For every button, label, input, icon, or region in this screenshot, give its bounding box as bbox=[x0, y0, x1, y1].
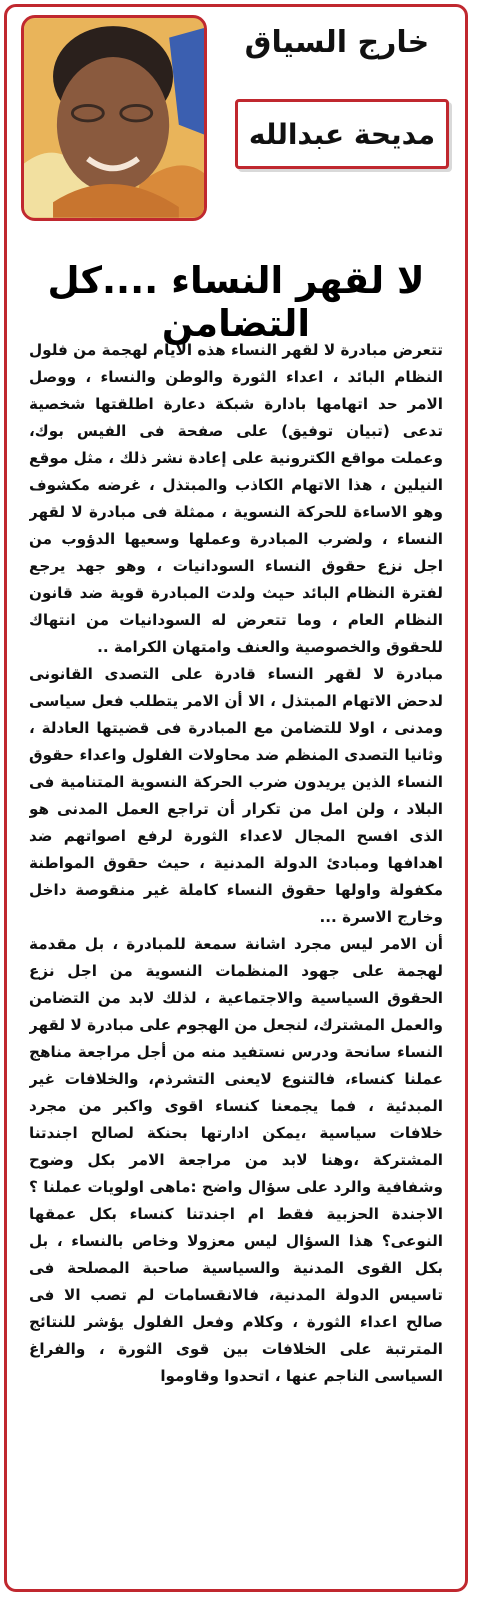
author-name-box bbox=[235, 99, 449, 169]
article-body bbox=[29, 337, 443, 1587]
author-photo bbox=[21, 15, 207, 221]
article-paragraph: تتعرض مبادرة لا لقهر النساء هذه الايام لهجمة من فلول النظام البائد ، اعداء الثورة والوطن والنساء ، ووصل الامر حد اتهامها بادارة شبكة دعارة اطلقتها شخصية تدعى (تبيان توفيق) على صفحة فى الفيس بوك، وعملت مواقع الكترونية على إعادة نشر ذلك ، مثل موقع النيلين ، هذا الاتهام الكاذب والمبتذل ، غرضه مكشوف وهو الاساءة للحركة النسوية ، ممثلة فى مبادرة لا لقهر النساء ، ولضرب المبادرة وعملها وسعيها الدؤوب من اجل نزع حقوق النساء السودانيات ، وهو جهد يرجع لفترة النظام البائد حيث ولدت المبادرة قوية ضد قانون النظام العام ، وما تتعرض له السودانيات من انتهاك للحقوق والخصوصية والعنف وامتهان الكرامة .. bbox=[29, 341, 443, 656]
author-name: مديحة عبدالله bbox=[248, 117, 436, 151]
article-paragraph: مبادرة لا لقهر النساء قادرة على التصدى القانونى لدحض الاتهام المبتذل ، الا أن الامر يتطلب فعل سياسى ومدنى ، اولا للتضامن مع المبادرة فى قضيتها العادلة ، وثانيا التصدى المنظم ضد محاولات الفلول واعداء حقوق النساء الذين يريدون ضرب الحركة النسوية المتنامية فى البلاد ، ولن امل من تكرار أن تراجع العمل المدنى هو الذى افسح المجال لاعداء الثورة لرفع اصواتهم ضد اهدافها ومبادئ الدولة المدنية ، حيث حقوق المواطنة مكفولة واولها حقوق النساء كاملة غير منقوصة داخل وخارج الاسرة ... bbox=[29, 665, 443, 926]
column-frame bbox=[4, 4, 468, 1592]
column-name: خارج السياق bbox=[244, 25, 430, 60]
article-paragraph: أن الامر ليس مجرد اشانة سمعة للمبادرة ، بل مقدمة لهجمة على جهود المنظمات النسوية من اجل نزع الحقوق السياسية والاجتماعية ، لذلك لابد من التضامن والعمل المشترك، لنجعل من الهجوم على مبادرة لا لقهر النساء سانحة ودرس نستفيد منه من أجل مراجعة مناهج عملنا كنساء، فالتنوع لايعنى التشرذم، والخلافات غير المبدئية ، فما يجمعنا كنساء اقوى واكبر من مجرد خلافات سياسية ،يمكن ادارتها بحنكة لصالح اجندتنا المشتركة ،وهنا لابد من مراجعة الامر بكل وضوح وشفافية والرد على سؤال واضح :ماهى اولويات عملنا ؟ الاجندة الحزبية فقط ام اجندتنا كنساء بكل عمقها النوعى؟ هذا السؤال ليس معزولا وخاص بالنساء ، بل بكل القوى المدنية والسياسية صاحبة المصلحة فى تاسيس الدولة المدنية، فالانقسامات لم تصب الا فى صالح اعداء الثورة ، وكلام وفعل الفلول يؤشر للنتائج المترتبة على الخلافات بين قوى الثورة ، والفراغ السياسى الناجم عنها ، اتحدوا وقاوموا bbox=[29, 935, 443, 1385]
article-headline: لا لقهر النساء ....كل التضامن bbox=[47, 259, 425, 345]
